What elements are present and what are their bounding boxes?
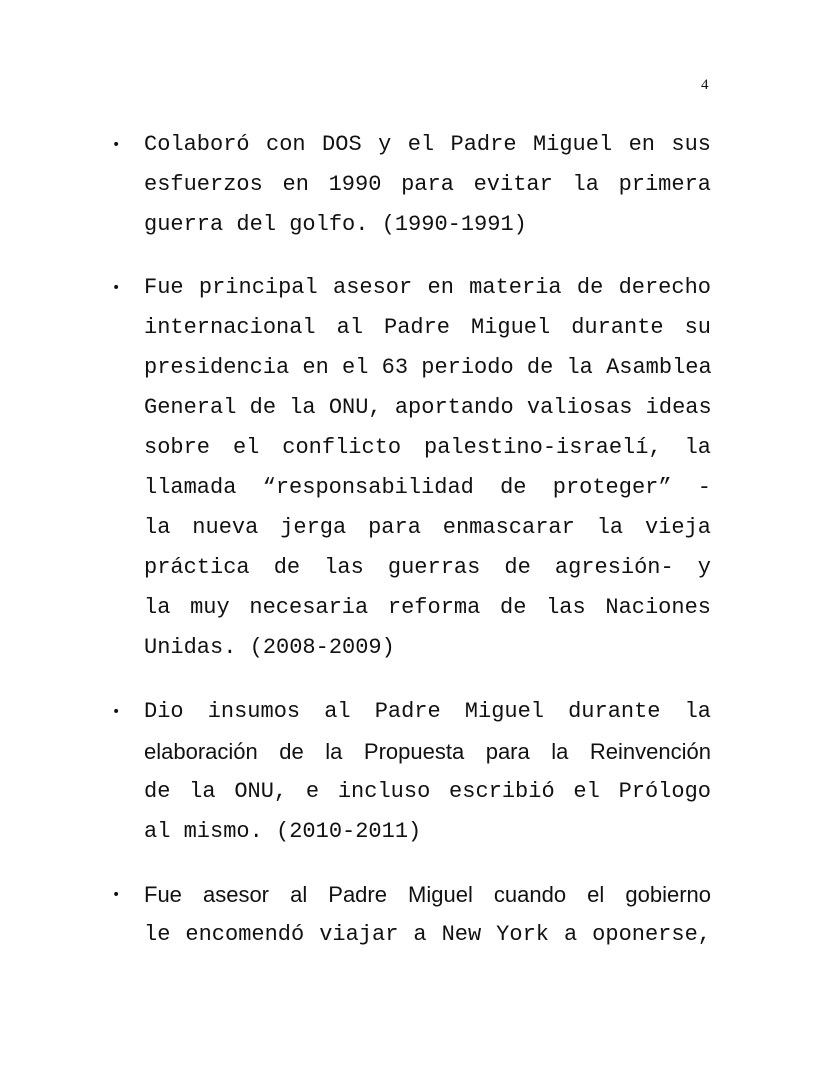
text-line: internacional al Padre Miguel durante su xyxy=(144,315,711,340)
text-line: llamada “responsabilidad de proteger” - xyxy=(144,475,711,500)
bullet-marker: • xyxy=(112,704,121,720)
text-line: al mismo. (2010-2011) xyxy=(144,819,422,844)
text-line: Fue asesor al Padre Miguel cuando el gobierno xyxy=(144,882,711,907)
text-line: Dio insumos al Padre Miguel durante la xyxy=(144,699,711,724)
text-line: Colaboró con DOS y el Padre Miguel en sus xyxy=(144,132,711,157)
text-line: Unidas. (2008-2009) xyxy=(144,635,395,660)
text-line: esfuerzos en 1990 para evitar la primera xyxy=(144,172,711,197)
bullet-marker: • xyxy=(112,137,121,153)
bullet-marker: • xyxy=(112,887,121,903)
text-line: General de la ONU, aportando valiosas ideas xyxy=(144,395,712,420)
text-line: práctica de las guerras de agresión- y xyxy=(144,555,711,580)
text-line: de la ONU, e incluso escribió el Prólogo xyxy=(144,779,711,804)
text-line: la muy necesaria reforma de las Naciones xyxy=(144,595,711,620)
text-line: le encomendó viajar a New York a oponerse, xyxy=(144,922,711,947)
page-number: 4 xyxy=(701,77,709,93)
text-line: presidencia en el 63 periodo de la Asamblea xyxy=(144,355,712,380)
text-line: sobre el conflicto palestino-israelí, la xyxy=(144,435,711,460)
text-line: la nueva jerga para enmascarar la vieja xyxy=(144,515,711,540)
text-line: Fue principal asesor en materia de derecho xyxy=(144,275,711,300)
text-line: guerra del golfo. (1990-1991) xyxy=(144,212,527,237)
text-line: elaboración de la Propuesta para la Reinvención xyxy=(144,739,711,764)
bullet-marker: • xyxy=(112,280,121,296)
